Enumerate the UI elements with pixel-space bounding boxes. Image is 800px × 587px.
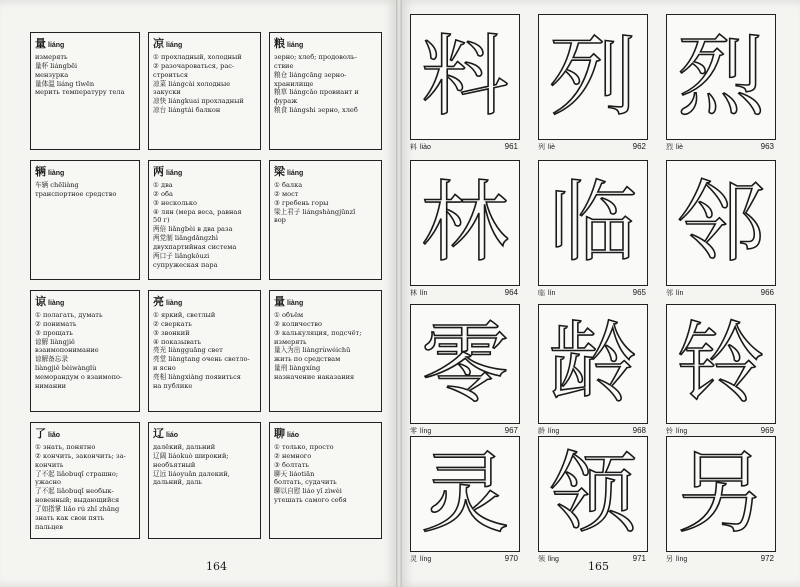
caption-pinyin: lín (548, 290, 556, 297)
card-hanzi: 谅 (35, 295, 46, 308)
left-page-number: 164 (206, 560, 227, 573)
caption-hanzi: 铃 (666, 427, 673, 435)
card-definition-line: ① два (153, 180, 173, 189)
character-number: 963 (760, 142, 774, 151)
card-hanzi: 梁 (274, 165, 285, 178)
caption-hanzi: 灵 (410, 555, 417, 563)
card-definition-line: ④ показывать (153, 337, 202, 346)
card-headword (274, 295, 377, 310)
card-definition-line: 50 г) (153, 216, 170, 225)
card-definition-line: ① только, просто (274, 442, 334, 451)
caption-reading (410, 554, 431, 564)
dictionary-card (269, 32, 382, 150)
character-cell (410, 14, 530, 160)
card-pinyin: liǎo (48, 432, 61, 439)
outlined-character: 另 (676, 442, 765, 545)
character-box (538, 160, 648, 286)
character-number: 972 (760, 554, 774, 563)
dictionary-card (148, 422, 261, 539)
card-hanzi: 聊 (274, 427, 285, 440)
caption-reading (666, 288, 683, 298)
card-definition-line: 量入为出 liàngrùwéichū (274, 346, 351, 355)
card-hanzi: 亮 (153, 295, 164, 308)
caption-pinyin: liè (548, 144, 556, 151)
caption-hanzi: 烈 (666, 143, 673, 151)
card-pinyin: liáng (287, 42, 304, 49)
card-definition-line: строиться (153, 70, 189, 79)
card-definition-line: дальний, даль (153, 478, 202, 487)
book-gutter (396, 0, 402, 587)
card-definition-line: ② немного (274, 451, 312, 460)
caption-reading (410, 288, 427, 298)
card-pinyin: liǎng (166, 170, 183, 177)
card-definition-line: ① объём (274, 310, 304, 319)
card-definition-line: 量刑 liàngxíng (274, 364, 321, 373)
caption-reading (538, 288, 555, 298)
character-box (410, 160, 520, 286)
character-caption (410, 288, 518, 298)
card-definition-line: ③ калькуляция, подсчёт; (274, 328, 362, 337)
card-definition-line: 辽远 liáoyuǎn далекий, (153, 469, 230, 478)
caption-pinyin: líng (420, 556, 432, 563)
card-definition-line: пальцев (35, 522, 63, 531)
card-definition-line: 谅解 liàngjiě (35, 337, 75, 346)
dictionary-card (269, 160, 382, 280)
card-headword (35, 37, 135, 52)
outlined-character: 烈 (676, 25, 765, 128)
card-definition-line: 两党制 liǎngdǎngzhì (153, 234, 218, 243)
card-definition-line: ③ гребень горы (274, 198, 329, 207)
card-definition-line: мензурка (35, 70, 69, 79)
card-headword (35, 427, 135, 442)
card-hanzi: 粮 (274, 37, 285, 50)
card-definition-line: измерять (35, 52, 68, 61)
caption-pinyin: liào (420, 144, 431, 151)
card-pinyin: liàng (48, 170, 65, 177)
dictionary-card (269, 422, 382, 539)
card-headword (153, 295, 256, 310)
card-definition-line: назначение наказания (274, 373, 355, 382)
dictionary-card (148, 290, 261, 412)
character-cell (538, 160, 658, 304)
outlined-character: 零 (420, 312, 509, 415)
card-headword (274, 427, 377, 442)
outlined-character: 邻 (676, 171, 765, 274)
character-number: 961 (504, 142, 518, 151)
card-pinyin: liáo (287, 432, 300, 439)
card-definition-line: 粮草 liángcǎo провиант и (274, 88, 359, 97)
character-caption (538, 288, 646, 298)
card-definition-line: ① знать, понятно (35, 442, 96, 451)
caption-reading (538, 142, 555, 152)
card-definition-line: 聊以自慰 liáo yǐ zìwèi (274, 487, 342, 496)
caption-reading (666, 426, 687, 436)
card-definition-line: ствие (274, 61, 294, 70)
card-definition-line: ③ болтать (274, 460, 309, 469)
card-definition-line: мерить температуру тела (35, 88, 125, 97)
card-definition-line: знать как свои пять (35, 513, 105, 522)
character-caption (666, 142, 774, 152)
card-definition-line: ④ лян (мера веса, равная (153, 207, 242, 216)
card-definition-line: двухпартийная система (153, 243, 237, 252)
character-number: 967 (504, 426, 518, 435)
card-definition-line: кончить (35, 460, 64, 469)
card-definition-line: зерно; хлеб; продоволь- (274, 52, 357, 61)
caption-pinyin: líng (420, 428, 432, 435)
card-definition-line: ② понимать (35, 319, 77, 328)
character-box (666, 14, 776, 140)
dictionary-card (30, 160, 140, 280)
character-box (410, 304, 520, 424)
character-caption (666, 288, 774, 298)
card-definition-line: 凉菜 liángcài холодные (153, 79, 231, 88)
card-definition-line: вор (274, 216, 286, 225)
character-number: 969 (760, 426, 774, 435)
character-number: 971 (632, 554, 646, 563)
card-definition-line: 谅解备忘录 (35, 355, 68, 364)
card-definition-line: 车辆 chēliàng (35, 180, 79, 189)
card-definition-line: 量杯 liángbēi (35, 61, 78, 70)
card-definition-line: 亮堂 liàngtang очень светло- (153, 355, 250, 364)
card-hanzi: 了 (35, 427, 46, 440)
character-box (538, 304, 648, 424)
character-box (538, 14, 648, 140)
card-pinyin: liàng (48, 300, 65, 307)
card-headword (35, 295, 135, 310)
card-definition-line: и ясно (153, 364, 176, 373)
outlined-character: 林 (420, 171, 509, 274)
card-definition-line: 聊天 liáotiān (274, 469, 315, 478)
caption-hanzi: 料 (410, 143, 417, 151)
card-definition-line: ③ прощать (35, 328, 73, 337)
card-definition-line: ② разочароваться, рас- (153, 61, 235, 70)
card-headword (153, 427, 256, 442)
card-definition-line: ужасно (35, 478, 61, 487)
card-definition-line: фураж (274, 97, 298, 106)
card-definition-line: хранилище (274, 79, 314, 88)
character-caption (538, 426, 646, 436)
card-definition-line: нимании (35, 381, 67, 390)
character-caption (538, 142, 646, 152)
card-definition-line: болтать, судачить (274, 478, 337, 487)
card-definition-line: 辽阔 liáokuò широкий; (153, 451, 229, 460)
outlined-character: 料 (420, 25, 509, 128)
caption-pinyin: lín (676, 290, 684, 297)
card-definition-line: ② сверкать (153, 319, 192, 328)
outlined-character: 列 (548, 25, 637, 128)
card-headword (35, 165, 135, 180)
caption-hanzi: 林 (410, 289, 417, 297)
outlined-character: 龄 (548, 312, 637, 415)
character-number: 964 (504, 288, 518, 297)
caption-pinyin: líng (676, 428, 688, 435)
dictionary-card (148, 160, 261, 280)
card-definition-line: взаимопонимание (35, 346, 99, 355)
card-definition-line: новенный; выдающийся (35, 496, 120, 505)
card-definition-line: ③ несколько (153, 198, 197, 207)
character-caption (666, 554, 774, 564)
card-hanzi: 凉 (153, 37, 164, 50)
card-definition-line: 了如指掌 liǎo rú zhǐ zhǎng (35, 505, 120, 514)
caption-hanzi: 领 (538, 555, 545, 563)
character-caption (410, 142, 518, 152)
card-pinyin: liàng (166, 300, 183, 307)
card-pinyin: liàng (287, 300, 304, 307)
character-cell (538, 436, 658, 564)
character-number: 962 (632, 142, 646, 151)
card-hanzi: 辆 (35, 165, 46, 178)
outlined-character: 领 (548, 442, 637, 545)
caption-pinyin: liè (676, 144, 684, 151)
card-definition-line: далёкий, дальний (153, 442, 216, 451)
dictionary-card (30, 290, 140, 412)
character-cell (410, 304, 530, 436)
character-cell (666, 436, 786, 564)
character-number: 968 (632, 426, 646, 435)
character-cell (410, 160, 530, 304)
dictionary-card (269, 290, 382, 412)
character-box (410, 436, 520, 552)
caption-pinyin: lín (420, 290, 428, 297)
card-definition-line: liàngjiě bèiwànglù (35, 364, 97, 373)
caption-hanzi: 列 (538, 143, 545, 151)
character-box (666, 304, 776, 424)
card-headword (274, 37, 377, 52)
character-caption (666, 426, 774, 436)
card-definition-line: 梁上君子 liángshàngjūnzǐ (274, 207, 356, 216)
card-pinyin: liáng (287, 170, 304, 177)
card-definition-line: ② количество (274, 319, 322, 328)
card-definition-line: ① прохладный, холодный (153, 52, 242, 61)
caption-reading (666, 554, 687, 564)
card-definition-line: 两倍 liǎngbèi в два раза (153, 225, 233, 234)
card-definition-line: 粮食 liángshi зерно, хлеб (274, 106, 358, 115)
character-number: 965 (632, 288, 646, 297)
card-definition-line: 亮光 liàngguāng свет (153, 346, 223, 355)
card-definition-line: 量体温 liáng tǐwēn (35, 79, 95, 88)
outlined-character: 灵 (420, 442, 509, 545)
card-headword (274, 165, 377, 180)
character-cell (410, 436, 530, 564)
caption-reading (538, 426, 559, 436)
caption-hanzi: 龄 (538, 427, 545, 435)
caption-reading (410, 142, 431, 152)
card-hanzi: 量 (35, 37, 46, 50)
card-definition-line: необъятный (153, 460, 196, 469)
card-pinyin: liáng (48, 42, 65, 49)
card-definition-line: 两口子 liǎngkǒuzi (153, 251, 210, 260)
outlined-character: 铃 (676, 312, 765, 415)
character-cell (538, 14, 658, 160)
character-box (666, 436, 776, 552)
character-caption (410, 554, 518, 564)
dictionary-card (30, 32, 140, 150)
dictionary-card-grid (30, 30, 392, 547)
card-definition-line: ② кончить, закончить; за- (35, 451, 126, 460)
card-pinyin: liáng (166, 42, 183, 49)
card-definition-line: 凉快 liángkuai прохладный (153, 97, 244, 106)
card-definition-line: транспортное средство (35, 189, 117, 198)
card-definition-line: ② оба (153, 189, 173, 198)
card-headword (153, 37, 256, 52)
caption-reading (538, 554, 559, 564)
card-definition-line: 了不起 liǎobuqǐ необык- (35, 487, 114, 496)
card-definition-line: ① яркий, светлый (153, 310, 216, 319)
caption-hanzi: 邻 (666, 289, 673, 297)
caption-hanzi: 临 (538, 289, 545, 297)
card-definition-line: на публике (153, 381, 193, 390)
card-definition-line: ① балка (274, 180, 303, 189)
card-definition-line: жить по средствам (274, 355, 341, 364)
character-box (666, 160, 776, 286)
dictionary-card (30, 422, 140, 539)
card-hanzi: 辽 (153, 427, 164, 440)
card-definition-line: ③ звонкий (153, 328, 190, 337)
card-hanzi: 两 (153, 165, 164, 178)
card-definition-line: меморандум о взаимопо- (35, 373, 123, 382)
character-cell (538, 304, 658, 436)
character-box (410, 14, 520, 140)
card-definition-line: 了不起 liǎobuqǐ страшно; (35, 469, 119, 478)
character-cell (666, 14, 786, 160)
card-definition-line: ② мост (274, 189, 299, 198)
card-definition-line: супружеская пара (153, 260, 218, 269)
card-definition-line: 粮仓 liángcāng зерно- (274, 70, 347, 79)
character-caption (410, 426, 518, 436)
character-number: 970 (504, 554, 518, 563)
dictionary-card (148, 32, 261, 150)
character-grid (410, 14, 788, 564)
card-headword (153, 165, 256, 180)
character-cell (666, 304, 786, 436)
card-definition-line: 亮相 liàngxiàng появиться (153, 373, 241, 382)
caption-pinyin: lǐng (548, 556, 559, 563)
card-hanzi: 量 (274, 295, 285, 308)
card-definition-line: закуски (153, 88, 181, 97)
caption-hanzi: 另 (666, 555, 673, 563)
caption-hanzi: 零 (410, 427, 417, 435)
outlined-character: 临 (548, 171, 637, 274)
caption-reading (666, 142, 683, 152)
character-cell (666, 160, 786, 304)
character-box (538, 436, 648, 552)
caption-pinyin: líng (548, 428, 560, 435)
card-pinyin: liáo (166, 432, 179, 439)
card-definition-line: измерять (274, 337, 307, 346)
right-page-number: 165 (588, 560, 609, 573)
card-definition-line: ① полагать, думать (35, 310, 103, 319)
character-number: 966 (760, 288, 774, 297)
card-definition-line: утешать самого себя (274, 496, 347, 505)
caption-reading (410, 426, 431, 436)
card-definition-line: 凉台 liángtái балкон (153, 106, 221, 115)
caption-pinyin: lìng (676, 556, 688, 563)
